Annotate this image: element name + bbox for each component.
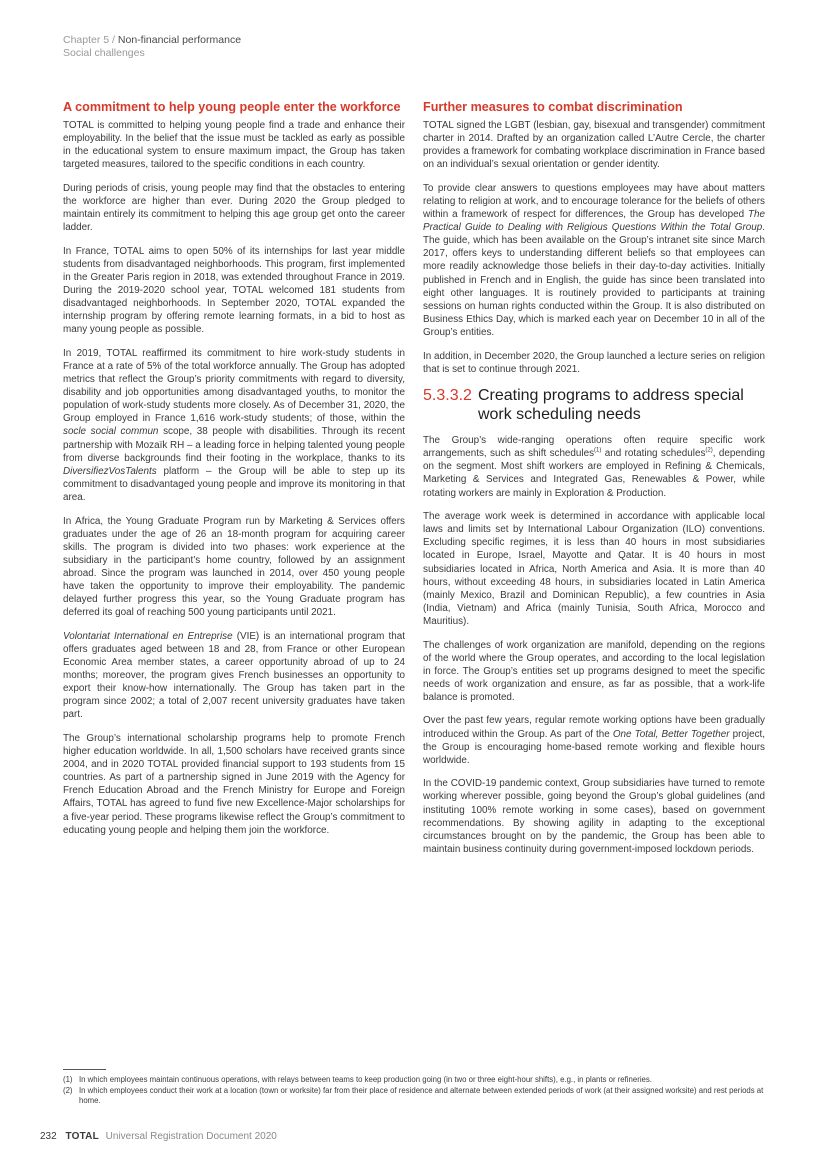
footnotes <box>63 1075 766 1107</box>
left-column <box>63 100 405 847</box>
page-footer <box>40 1131 277 1142</box>
paragraph: In Africa, the Young Graduate Program run by Marketing & Services offers graduates under the age of 26 an 18-month program for acquiring career skills. The program is divided into two phases: work experience at the subsidiary in the participant’s home country, followed by an assignment abroad. Since the program was launched in 2014, over 450 young people have taken the opportunity to improve their employability. The pandemic delayed further progress this year, so the Young Graduate program has deferred its goal of reaching 500 young participants until 2021. <box>63 515 405 619</box>
footnote: (1) In which employees maintain continuous operations, with relays between teams to keep production going (in two or three eight-hour shifts), e.g., in plants or refineries. <box>63 1075 652 1084</box>
paragraph-remote-work: Over the past few years, regular remote working options have been gradually introduced within the Group. As part of the One Total, Better Together project, the Group is encouraging home-based remote working and flexible hours worldwide. <box>423 715 765 766</box>
paragraph: The average work week is determined in accordance with applicable local laws and limits set by International Labour Organization (ILO) conventions. Excluding specific regimes, it is less than 40 hours in most subsidiaries located in Europe, Israel, Mayotte and Qatar. It is 40 hours in most subsidiaries located in Africa, North America and Asia. It is more than 40 hours, without exceeding 48 hours, in subsidiaries located in Latin America (mainly Mexico, Brazil and Dominican Republic), a few countries in Asia (India, Vietnam) and Africa (mainly Tunisia, South Africa, Morocco and Mauritius). <box>423 511 765 627</box>
paragraph-work-study: In 2019, TOTAL reaffirmed its commitment to hire work-study students in France at a rate of 5% of the total workforce annually. The Group has adopted metrics that reflect the Group’s priority commitments with regard to diversity, disability and job opportunities among disadvantaged youths, to monitor the population of work-study students more closely. As of December 31, 2020, the Group employed in France 1,616 work-study students; of those, within the socle social commun scope, 38 people with disabilities. Through its recent partnership with Mozaïk RH – a leading force in helping talented young people from diverse backgrounds find their footing in the workplace, thanks to its DiversifiezVosTalents platform – the Group will be able to step up its commitment to disadvantaged young people and improve its monitoring in that area. <box>63 347 406 503</box>
right-column <box>423 100 765 866</box>
section-heading <box>423 386 765 424</box>
footnote-ref: (2) <box>705 447 713 454</box>
paragraph-religion-guide: To provide clear answers to questions employees may have about matters relating to religion at work, and to encourage tolerance for the beliefs of others within a framework of respect for differences, the Group has developed The Practical Guide to Dealing with Religious Questions Within the Total Group. The guide, which has been available on the Group’s intranet site since March 2017, offers keys to understanding different beliefs so that employees can more readily acknowledge those beliefs in their day-to-day activities. Initially published in French and in English, the guide has since been translated into eight other languages. It is routinely provided to participants at training sessions on human rights conducted within the Group. It is also distributed on Business Ethics Day, which is marked each year on December 10 in all of the Group’s entities. <box>423 182 765 338</box>
footnote: (2) In which employees conduct their work at a location (town or worksite) far from their place of residence and alternate between extended periods of work (at their assigned worksite) and rest periods at home. <box>63 1085 764 1106</box>
footnote-ref: (1) <box>594 447 602 454</box>
section-label: Social challenges <box>63 47 145 59</box>
paragraph: In France, TOTAL aims to open 50% of its internships for last year middle students from disadvantaged neighborhoods. This program, first implemented in the Greater Paris region in 2018, was extended throughout France in 2019. During the 2019-2020 school year, TOTAL welcomed 181 students from disadvantaged neighborhoods. In September 2020, TOTAL expanded the internship program by offering remote learning formats, in a bid to host as many young people as possible. <box>63 245 405 336</box>
document-title: Universal Registration Document 2020 <box>105 1131 277 1142</box>
brand-name: TOTAL <box>65 1131 99 1142</box>
section-title: Creating programs to address special work scheduling needs <box>477 387 744 424</box>
paragraph: The challenges of work organization are manifold, depending on the regions of the world where the Group operates, and according to the local legislation in force. The Group’s entities set up programs designed to meet the specific needs of work organization and ensure, as far as possible, that a work-life balance is promoted. <box>423 639 765 703</box>
paragraph-schedules: The Group’s wide-ranging operations often require specific work arrangements, such as shift schedules$^{(1)}$ and rotating schedules$^{(2)}$, depending on the segment. Most shift workers are employed in Refining & Chemicals, Marketing & Services and Integrated Gas, Renewables & Power, while rotating workers are mainly in Exploration & Production. <box>423 435 765 499</box>
heading-discrimination: Further measures to combat discrimination <box>423 100 683 114</box>
footnote-divider <box>63 1069 106 1070</box>
chapter-title: Non-financial performance <box>117 34 242 46</box>
paragraph: During periods of crisis, young people may find that the obstacles to entering the workforce are higher than ever. During 2020 the Group pledged to maintain entirely its commitment to helping this age group get onto the career ladder. <box>63 182 405 234</box>
page-number: 232 <box>40 1131 57 1142</box>
paragraph: TOTAL is committed to helping young people find a trade and enhance their employability. In the belief that the issue must be tackled as early as possible in the educational system to ensure maximum impact, the Group has taken targeted measures, tailored to the specific conditions in each country. <box>63 120 405 171</box>
section-number: 5.3.3.2 <box>423 387 472 405</box>
paragraph: In the COVID-19 pandemic context, Group subsidiaries have turned to remote working wherever possible, going beyond the Group’s global guidelines (and instituting 100% remote working in some cases), based on government recommendations. By showing agility in adapting to the exceptional circumstances brought on by the pandemic, the Group has been able to maintain business continuity during government-imposed lockdown periods. <box>423 778 765 855</box>
heading-young-people: A commitment to help young people enter the workforce <box>63 100 401 114</box>
running-header: Chapter 5 / Non-financial performance Social challenges <box>63 34 242 59</box>
paragraph: In addition, in December 2020, the Group launched a lecture series on religion that is set to continue through 2021. <box>423 350 765 375</box>
paragraph: The Group’s international scholarship programs help to promote French higher education worldwide. In all, 1,500 scholars have received grants since 2004, and in 2020 TOTAL provided financial support to 193 students from 15 countries. As part of a partnership signed in June 2019 with the Agency for French Education Abroad and the French Ministry for Europe and Foreign Affairs, TOTAL has agreed to fund five new Excellence-Major scholarships for a five-year period. These programs likewise reflect the Group’s commitment to educating young people and helping them join the workforce. <box>63 732 405 836</box>
chapter-label: Chapter 5 <box>63 34 110 46</box>
paragraph-vie: Volontariat International en Entreprise (VIE) is an international program that offers graduates aged between 18 and 28, from France or other European Economic Area member states, a career opportunity abroad of up to 24 months; moreover, the program gives French businesses an opportunity to export their know-how internationally. The Group has taken part in the program since 2002; a total of 2,007 recent university graduates have taken part. <box>63 630 405 721</box>
paragraph: TOTAL signed the LGBT (lesbian, gay, bisexual and transgender) commitment charter in 2014. Drafted by an organization called L’Autre Cercle, the charter provides a framework for combating workplace discrimination in France based on an individual’s sexual orientation or gender identity. <box>423 120 765 171</box>
